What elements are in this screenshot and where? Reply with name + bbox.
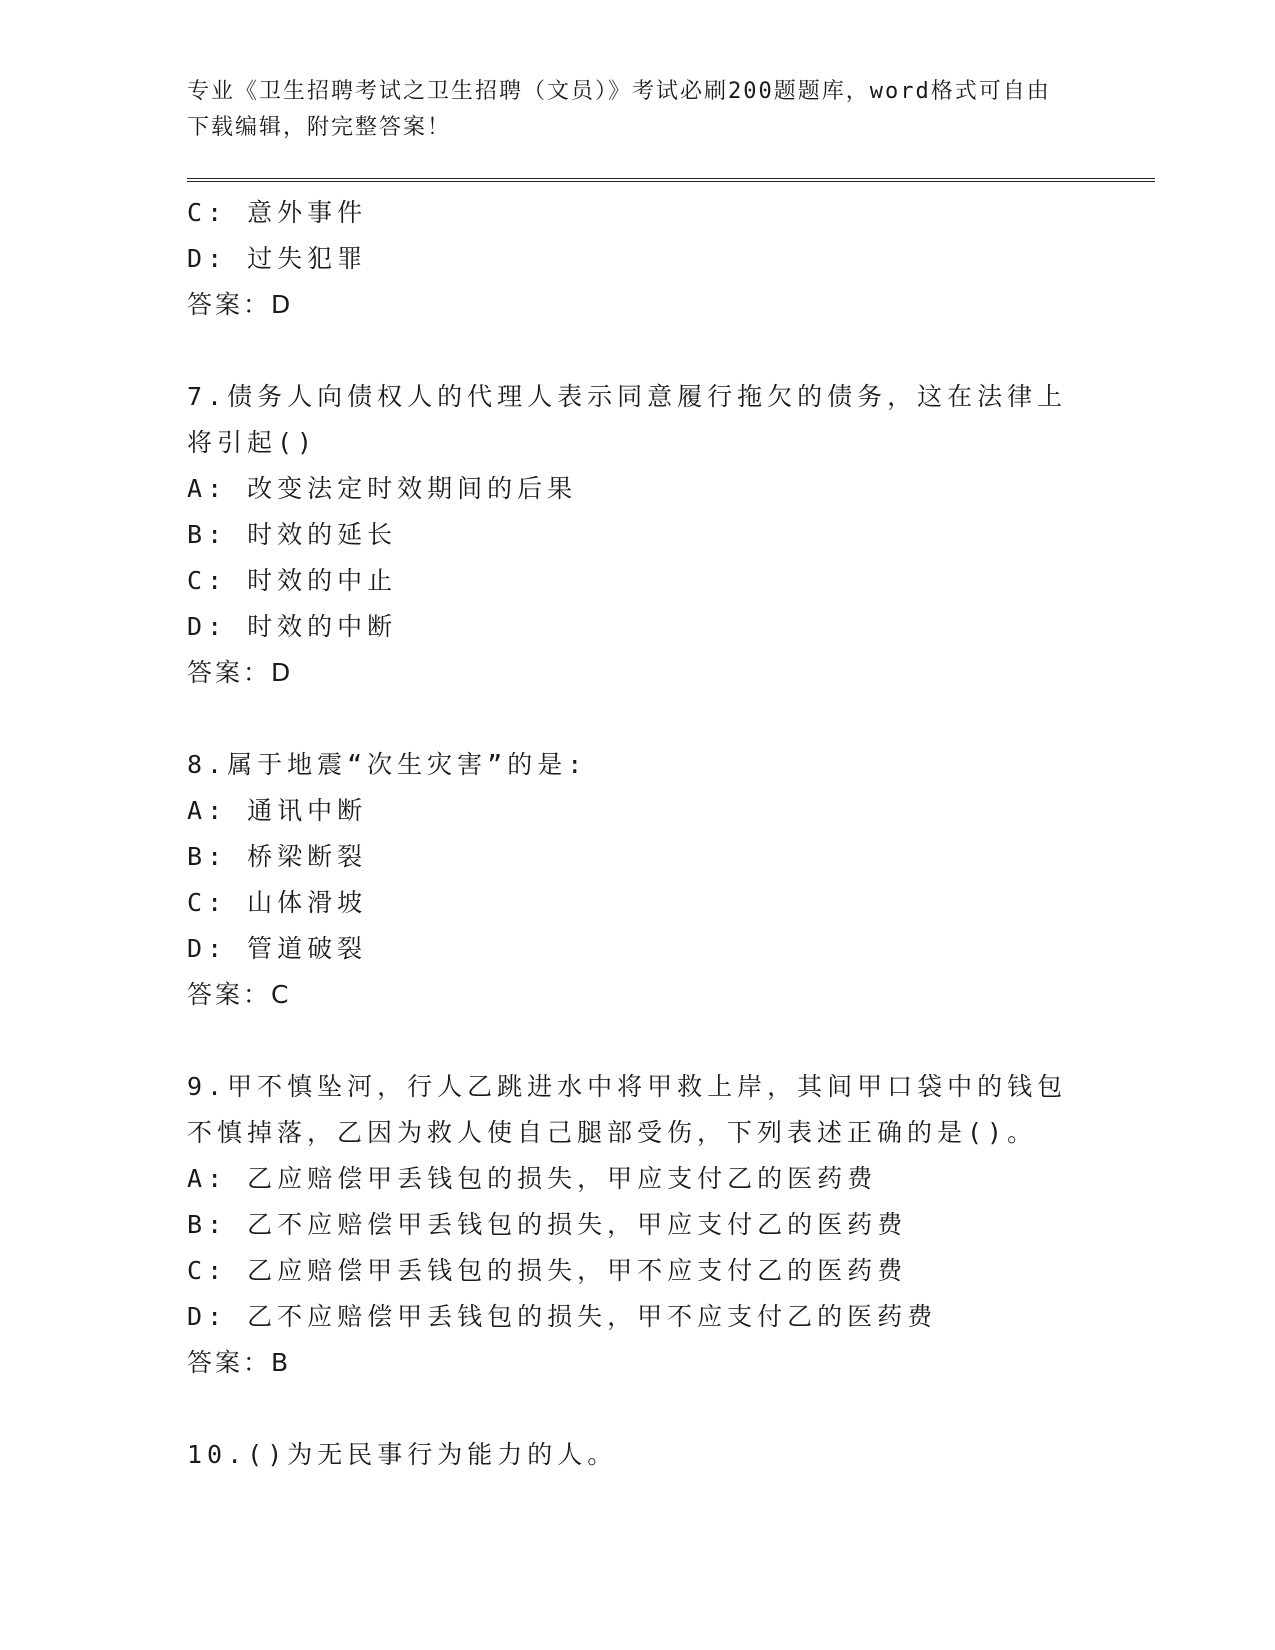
option-text: 时效的中断 [247,612,398,641]
option-separator: : [207,474,248,503]
option-label: A [187,1164,208,1193]
option-text: 时效的延长 [247,520,398,549]
option-text: 乙应赔偿甲丢钱包的损失，甲应支付乙的医药费 [247,1164,878,1193]
option-line [187,604,1087,650]
option-text: 山体滑坡 [247,888,368,917]
option-label: A [187,474,208,503]
option-line [187,1202,1087,1248]
option-text: 乙应赔偿甲丢钱包的损失，甲不应支付乙的医药费 [247,1256,908,1285]
option-text: 意外事件 [247,198,368,227]
option-text: 时效的中止 [247,566,398,595]
option-line [187,466,1087,512]
option-label: C [187,566,208,595]
option-label: D [187,244,208,273]
option-separator: : [207,1256,248,1285]
option-label: B [187,842,208,871]
option-separator: : [207,934,248,963]
option-label: B [187,520,208,549]
option-label: C [187,198,208,227]
option-line [187,834,1087,880]
document-body [187,190,1087,1478]
option-line [187,512,1087,558]
option-text: 通讯中断 [247,796,368,825]
page-header [187,74,1067,146]
answer-line: 答案：D [187,290,294,319]
option-separator: : [207,520,248,549]
option-text: 乙不应赔偿甲丢钱包的损失，甲应支付乙的医药费 [247,1210,908,1239]
option-separator: : [207,888,248,917]
question-text [187,1432,1087,1478]
question-stem: ()为无民事行为能力的人。 [247,1440,618,1469]
option-text: 管道破裂 [247,934,368,963]
question-text [187,374,1087,466]
option-label: C [187,888,208,917]
option-line [187,190,1087,236]
option-label: A [187,796,208,825]
answer-line: 答案：D [187,658,294,687]
option-label: D [187,612,208,641]
option-separator: : [207,1164,248,1193]
option-label: D [187,934,208,963]
option-text: 过失犯罪 [247,244,368,273]
option-label: C [187,1256,208,1285]
option-separator: : [207,1210,248,1239]
option-line [187,1156,1087,1202]
question-stem: 债务人向债权人的代理人表示同意履行拖欠的债务，这在法律上将引起() [187,382,1068,457]
question-number: 7. [187,382,228,411]
option-separator: : [207,244,248,273]
question-text [187,1064,1087,1156]
question-number: 10. [187,1440,248,1469]
option-text: 桥梁断裂 [247,842,368,871]
option-separator: : [207,198,248,227]
question-stem: 属于地震“次生灾害”的是: [227,750,588,779]
question-number: 9. [187,1072,228,1101]
option-line [187,1248,1087,1294]
option-line [187,558,1087,604]
document-title: 专业《卫生招聘考试之卫生招聘（文员）》考试必刷200题题库，word格式可自由下载编辑，附完整答案！ [187,79,1051,140]
option-line [187,926,1087,972]
question-number: 8. [187,750,228,779]
answer-line: 答案：B [187,1348,292,1377]
option-separator: : [207,566,248,595]
option-line [187,236,1087,282]
option-text: 乙不应赔偿甲丢钱包的损失，甲不应支付乙的医药费 [247,1302,938,1331]
option-label: B [187,1210,208,1239]
option-separator: : [207,612,248,641]
option-line [187,788,1087,834]
question-text [187,742,1087,788]
header-divider [187,178,1155,182]
question-stem: 甲不慎坠河，行人乙跳进水中将甲救上岸，其间甲口袋中的钱包不慎掉落，乙因为救人使自己腿部受伤，下列表述正确的是()。 [187,1072,1068,1147]
option-line [187,1294,1087,1340]
option-separator: : [207,1302,248,1331]
option-text: 改变法定时效期间的后果 [247,474,578,503]
answer-line: 答案：C [187,980,292,1009]
option-separator: : [207,796,248,825]
option-separator: : [207,842,248,871]
option-line [187,880,1087,926]
option-label: D [187,1302,208,1331]
